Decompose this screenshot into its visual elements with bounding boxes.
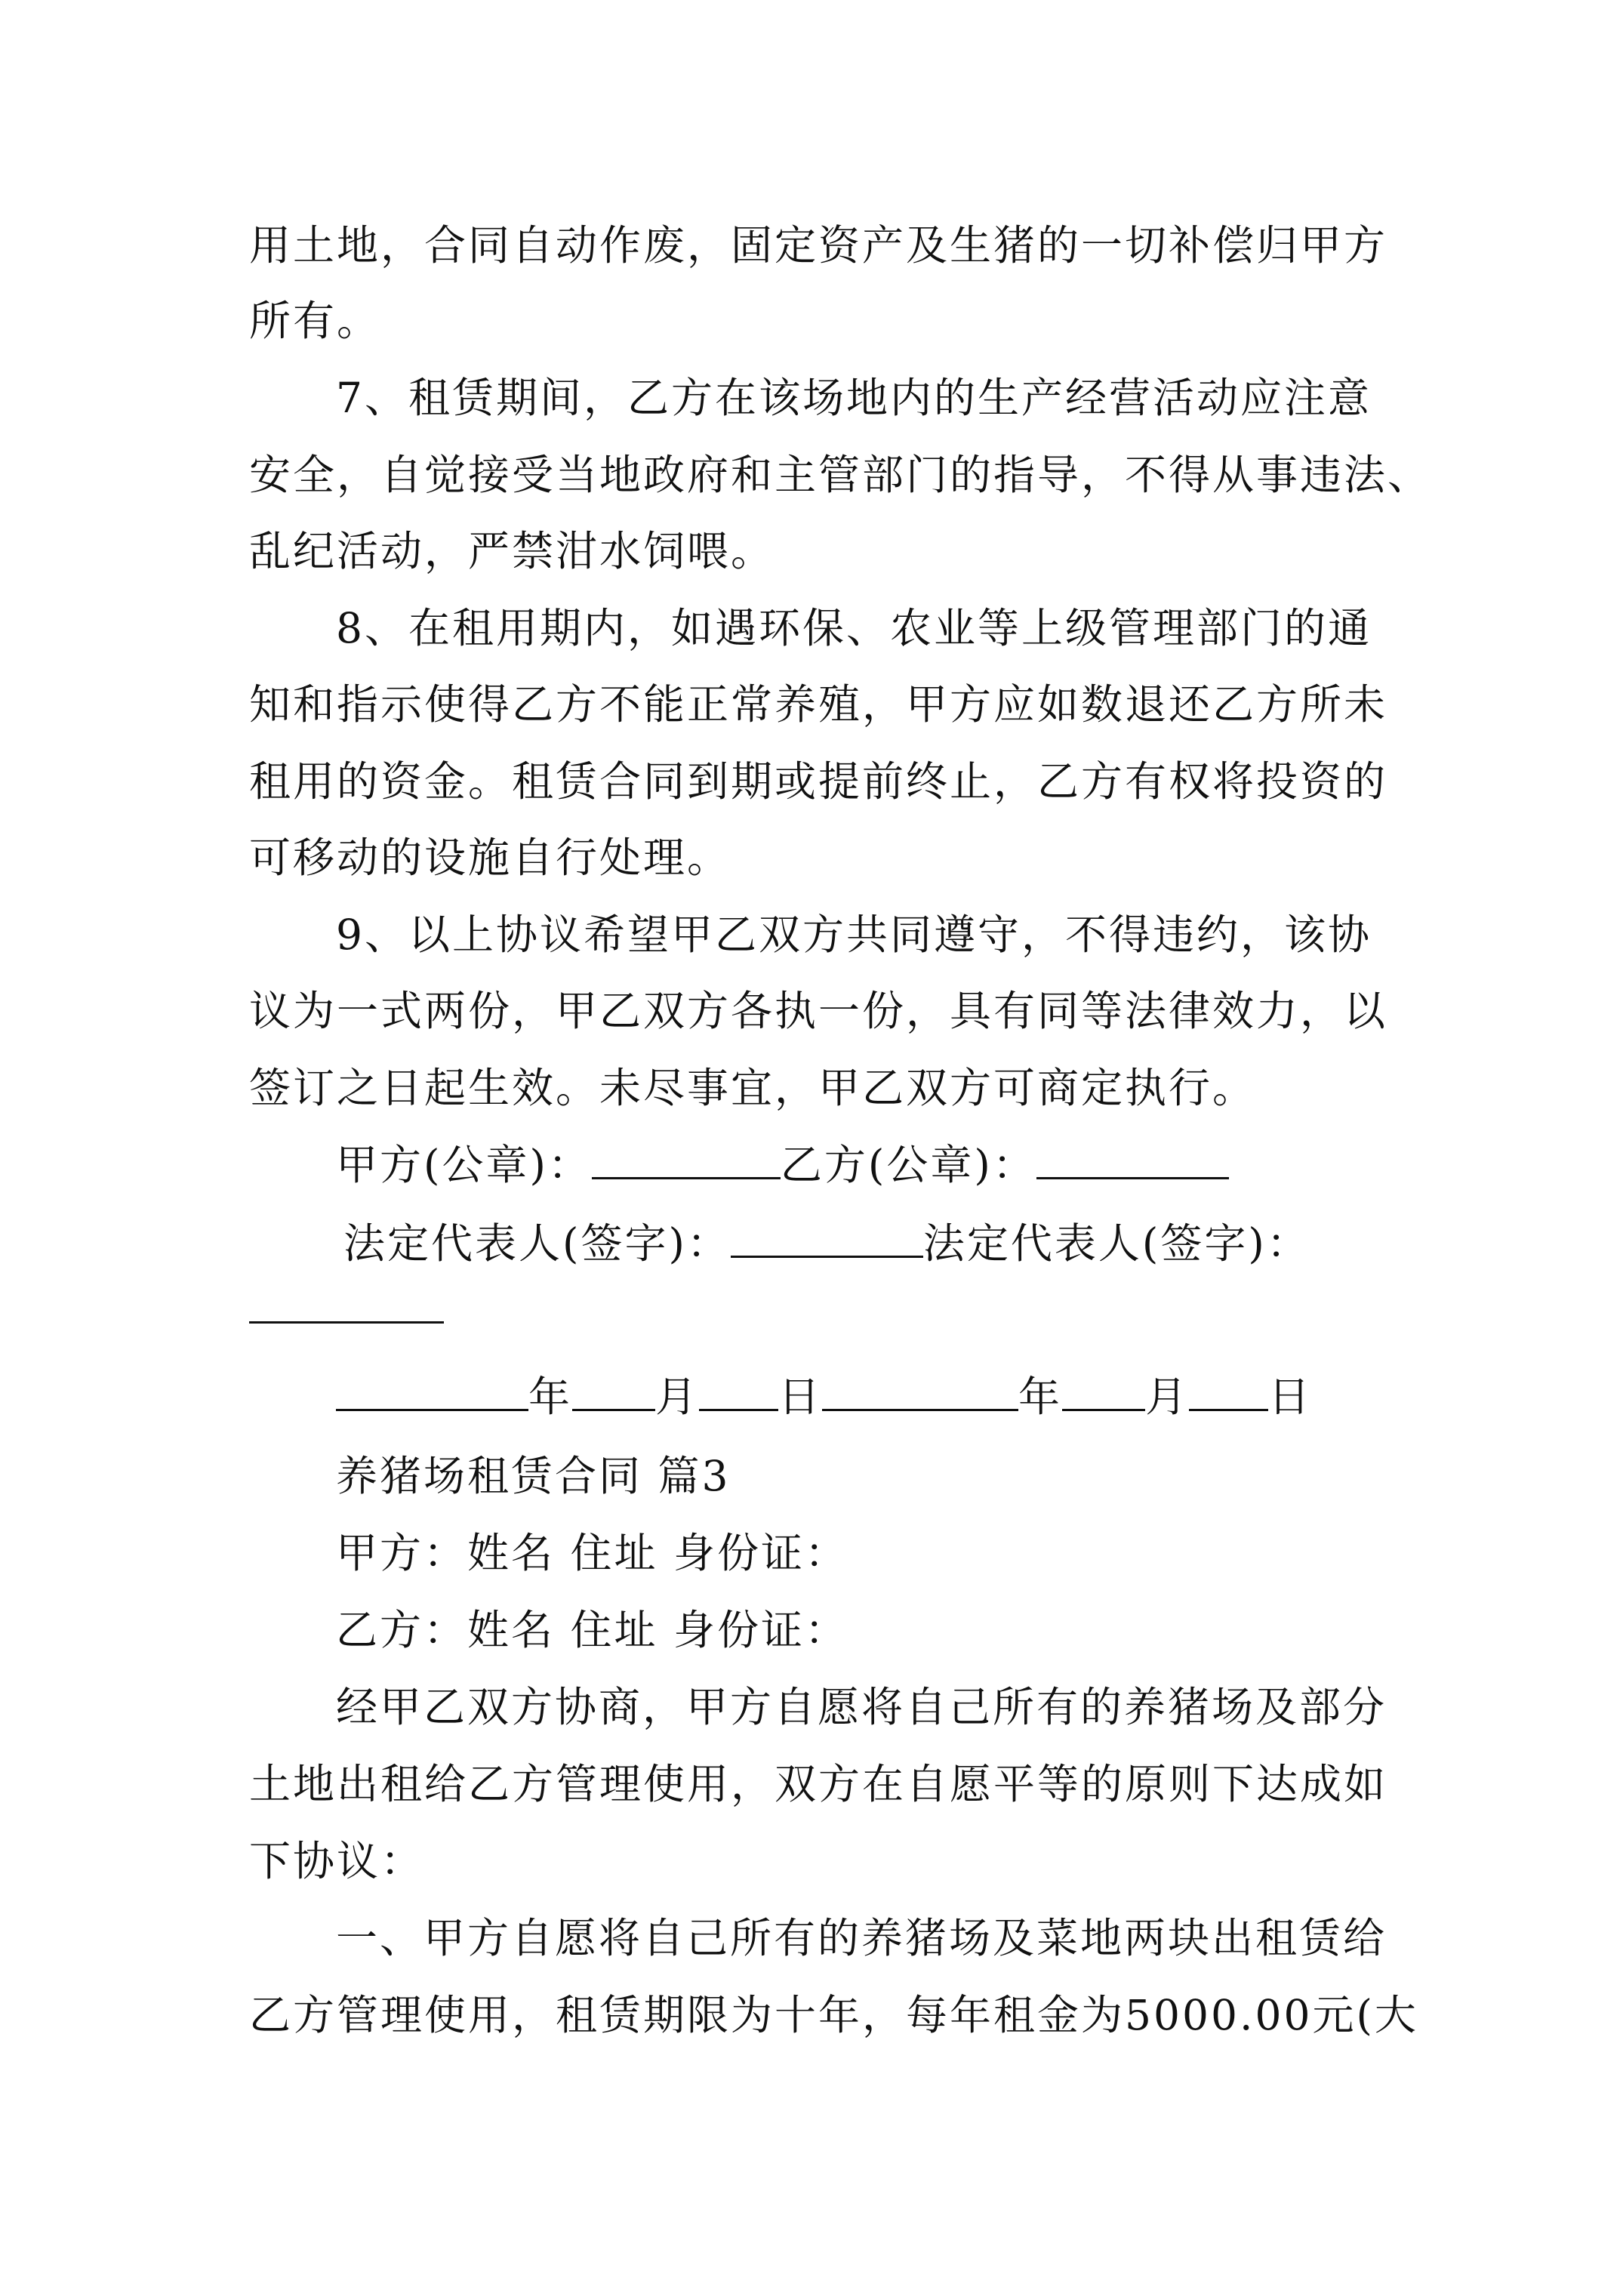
party-b-info: 乙方：姓名 住址 身份证： bbox=[336, 1606, 848, 1654]
clause-9-line-2: 议为一式两份，甲乙双方各执一份，具有同等法律效力，以 bbox=[249, 987, 1388, 1035]
date-b-year-label: 年 bbox=[1018, 1373, 1063, 1421]
date-a-month-label: 月 bbox=[655, 1373, 700, 1421]
clause-7-line-2: 安全，自觉接受当地政府和主管部门的指导，不得从事违法、 bbox=[249, 451, 1432, 499]
article-1-line-2: 乙方管理使用，租赁期限为十年，每年租金为5000.00元(大 bbox=[249, 1991, 1418, 2039]
party-a-seal-blank bbox=[592, 1141, 781, 1179]
date-a-day-label: 日 bbox=[778, 1373, 823, 1421]
article-1-line-1: 一、甲方自愿将自己所有的养猪场及菜地两块出租赁给 bbox=[336, 1914, 1387, 1962]
date-b-year-blank bbox=[822, 1373, 1018, 1411]
clause-9-line-1: 9、以上协议希望甲乙双方共同遵守，不得违约，该协 bbox=[336, 911, 1372, 959]
rep-b-blank bbox=[249, 1291, 444, 1324]
clause-8-line-3: 租用的资金。租赁合同到期或提前终止，乙方有权将投资的 bbox=[249, 757, 1388, 806]
date-b-day-label: 日 bbox=[1268, 1373, 1313, 1421]
date-a-year-blank bbox=[336, 1373, 528, 1411]
party-b-seal-label: 乙方(公章)： bbox=[780, 1141, 1036, 1189]
clause-8-line-2: 知和指示使得乙方不能正常养殖，甲方应如数退还乙方所未 bbox=[249, 680, 1388, 729]
paragraph-line-1: 用土地，合同自动作废，固定资产及生猪的一切补偿归甲方 bbox=[249, 221, 1388, 270]
paragraph-line-2: 所有。 bbox=[249, 297, 381, 345]
party-a-info: 甲方：姓名 住址 身份证： bbox=[336, 1529, 848, 1577]
date-b-month-label: 月 bbox=[1145, 1373, 1190, 1421]
date-a-month-blank bbox=[572, 1373, 655, 1411]
seal-row bbox=[336, 1139, 1381, 1191]
date-row bbox=[336, 1370, 1381, 1423]
party-a-seal-label: 甲方(公章)： bbox=[336, 1141, 592, 1189]
date-a-day-blank bbox=[699, 1373, 778, 1411]
date-b-month-blank bbox=[1062, 1373, 1145, 1411]
party-b-seal-blank bbox=[1036, 1141, 1229, 1179]
clause-7-line-3: 乱纪活动，严禁泔水饲喂。 bbox=[249, 527, 775, 575]
rep-b-label: 法定代表人(签字)： bbox=[922, 1219, 1310, 1268]
rep-a-label: 法定代表人(签字)： bbox=[343, 1219, 731, 1268]
clause-7-line-1: 7、租赁期间，乙方在该场地内的生产经营活动应注意 bbox=[336, 374, 1372, 422]
date-b-day-blank bbox=[1189, 1373, 1268, 1411]
section-title: 养猪场租赁合同 篇3 bbox=[336, 1452, 731, 1500]
date-a-year-label: 年 bbox=[528, 1373, 573, 1421]
clause-8-line-4: 可移动的设施自行处理。 bbox=[249, 834, 731, 882]
intro-line-3: 下协议： bbox=[249, 1837, 425, 1885]
clause-9-line-3: 签订之日起生效。未尽事宜，甲乙双方可商定执行。 bbox=[249, 1064, 1257, 1112]
rep-a-blank bbox=[731, 1219, 923, 1258]
intro-line-2: 土地出租给乙方管理使用，双方在自愿平等的原则下达成如 bbox=[249, 1760, 1388, 1808]
representative-row bbox=[343, 1217, 1389, 1270]
intro-line-1: 经甲乙双方协商，甲方自愿将自己所有的养猪场及部分 bbox=[336, 1683, 1387, 1731]
clause-8-line-1: 8、在租用期内，如遇环保、农业等上级管理部门的通 bbox=[336, 604, 1372, 652]
